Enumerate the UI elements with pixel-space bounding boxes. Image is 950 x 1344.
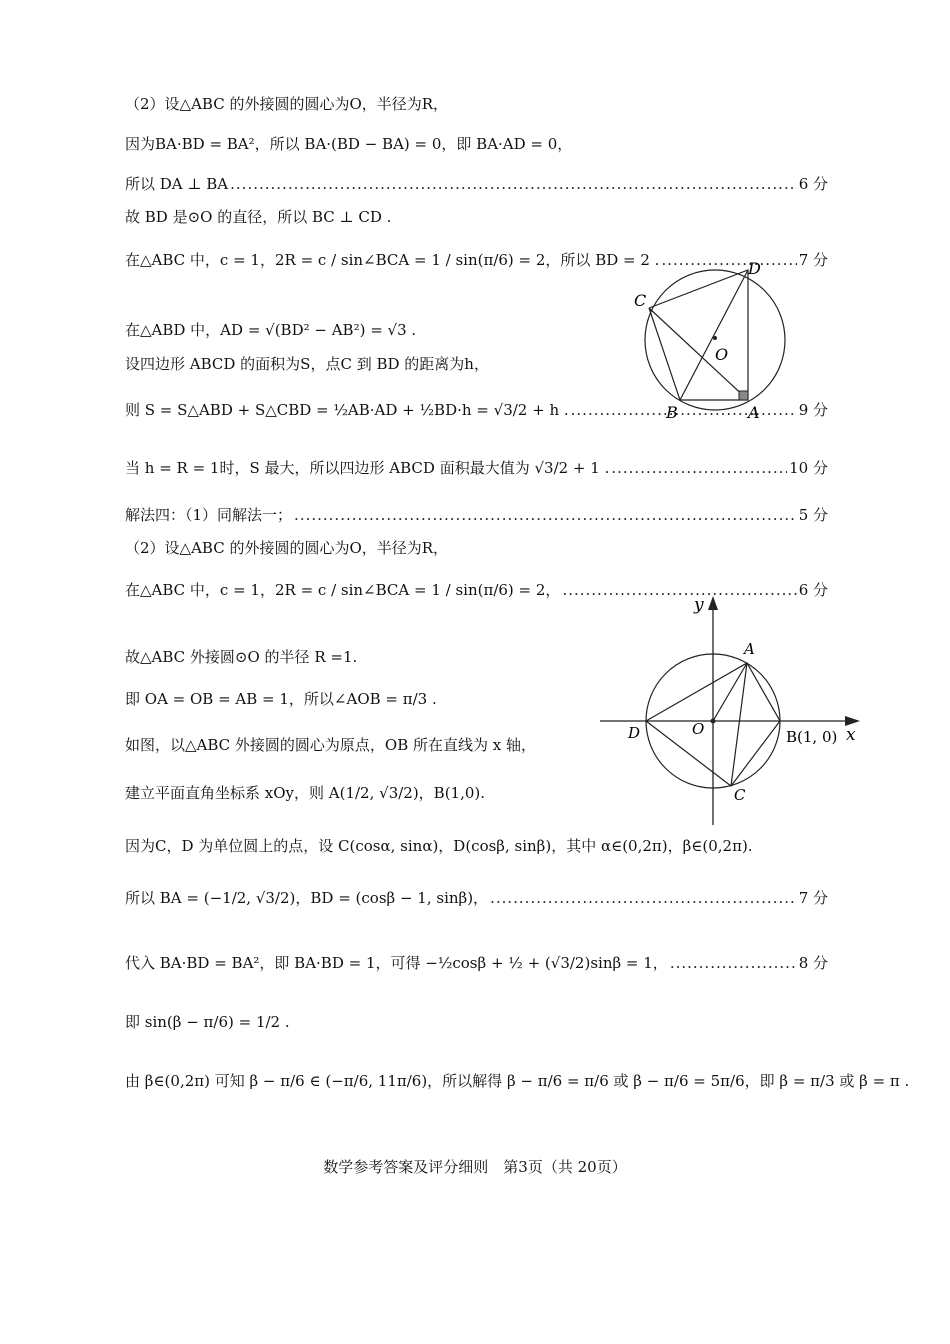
score-6: 6 分 xyxy=(798,175,828,193)
label-b: B(1, 0) xyxy=(786,728,838,746)
line-16: 建立平面直角坐标系 xOy，则 A(1/2, √3/2)，B(1,0). xyxy=(125,784,486,802)
line-17: 因为C，D 为单位圆上的点，设 C(cosα, sinα)，D(cosβ, sinβ)，其中 α∈(0,2π)，β∈(0,2π). xyxy=(125,837,753,855)
line-18 xyxy=(125,888,828,908)
line-11: （2）设△ABC 的外接圆的圆心为O，半径为R， xyxy=(125,539,449,557)
score-7: 7 分 xyxy=(798,251,828,269)
label-a: A xyxy=(748,403,760,422)
line-19 xyxy=(125,953,828,973)
label-y: y xyxy=(694,595,704,615)
leader-dots xyxy=(611,458,787,478)
line-14: 即 OA = OB = AB = 1，所以∠AOB = π/3 . xyxy=(125,690,437,708)
quadrilateral-abcd xyxy=(649,270,748,400)
segment-oa xyxy=(713,663,747,721)
label-d: D xyxy=(748,259,761,278)
score-5: 5 分 xyxy=(798,506,828,524)
line-9 xyxy=(125,458,828,478)
label-b: B xyxy=(666,403,678,422)
line-3 xyxy=(125,174,828,194)
label-o: O xyxy=(715,345,729,364)
label-a: A xyxy=(744,640,755,658)
label-d: D xyxy=(628,724,641,742)
label-x: x xyxy=(846,725,856,745)
y-axis-arrow-icon xyxy=(708,596,718,610)
score-9: 9 分 xyxy=(798,401,828,419)
label-o: O xyxy=(692,720,705,738)
line-10-text: 解法四：（1）同解法一； xyxy=(125,506,293,524)
line-8-text: 则 S = S△ABD + S△CBD = ½AB·AD + ½BD·h = √3/2 + h . xyxy=(125,401,569,419)
leader-dots xyxy=(294,505,797,525)
line-1: （2）设△ABC 的外接圆的圆心为O，半径为R， xyxy=(125,95,449,113)
score-8: 8 分 xyxy=(798,954,828,972)
line-2: 因为BA·BD = BA²，所以 BA·(BD − BA) = 0，即 BA·AD = 0， xyxy=(125,135,573,153)
figure-circle-quadrilateral xyxy=(630,252,800,427)
diagonal-ca xyxy=(649,308,748,400)
line-7: 设四边形 ABCD 的面积为S，点C 到 BD 的距离为h， xyxy=(125,355,489,373)
line-15: 如图，以△ABC 外接圆的圆心为原点，OB 所在直线为 x 轴， xyxy=(125,736,537,754)
line-4: 故 BD 是⊙O 的直径，所以 BC ⊥ CD . xyxy=(125,208,392,226)
page-footer: 数学参考答案及评分细则 第3页（共 20页） xyxy=(323,1158,627,1176)
score-7b: 7 分 xyxy=(798,889,828,907)
line-21: 由 β∈(0,2π) 可知 β − π/6 ∈ (−π/6, 11π/6)，所以解得 β − π/6 = π/6 或 β − π/6 = 5π/6，即 β = π/3 或 β = π . xyxy=(125,1072,910,1090)
score-6b: 6 分 xyxy=(798,581,828,599)
line-13: 故△ABC 外接圆⊙O 的半径 R =1. xyxy=(125,648,358,666)
figure-coordinate-circle xyxy=(598,590,868,830)
leader-dots xyxy=(490,888,797,908)
line-6: 在△ABD 中，AD = √(BD² − AB²) = √3 . xyxy=(125,321,417,339)
line-5-text: 在△ABC 中，c = 1，2R = c / sin∠BCA = 1 / sin(π/6) = 2，所以 BD = 2 . xyxy=(125,251,660,269)
label-c: C xyxy=(634,291,647,310)
center-point xyxy=(713,336,717,340)
score-10: 10 分 xyxy=(789,459,828,477)
line-19-text: 代入 BA·BD = BA²，即 BA·BD = 1，可得 −½cosβ + ½ + (√3/2)sinβ = 1， xyxy=(125,954,668,972)
right-angle-mark xyxy=(739,391,748,400)
leader-dots xyxy=(230,174,797,194)
line-12-text: 在△ABC 中，c = 1，2R = c / sin∠BCA = 1 / sin(π/6) = 2， xyxy=(125,581,561,599)
line-20: 即 sin(β − π/6) = 1/2 . xyxy=(125,1013,290,1031)
line-18-text: 所以 BA = (−1/2, √3/2)，BD = (cosβ − 1, sinβ)， xyxy=(125,889,489,907)
line-3-text: 所以 DA ⊥ BA xyxy=(125,175,229,193)
line-10 xyxy=(125,505,828,525)
diagonal-bd xyxy=(680,270,748,400)
leader-dots xyxy=(670,953,797,973)
label-c: C xyxy=(734,786,746,804)
line-9-text: 当 h = R = 1时，S 最大，所以四边形 ABCD 面积最大值为 √3/2 + 1 . xyxy=(125,459,610,477)
origin-point xyxy=(711,719,716,724)
